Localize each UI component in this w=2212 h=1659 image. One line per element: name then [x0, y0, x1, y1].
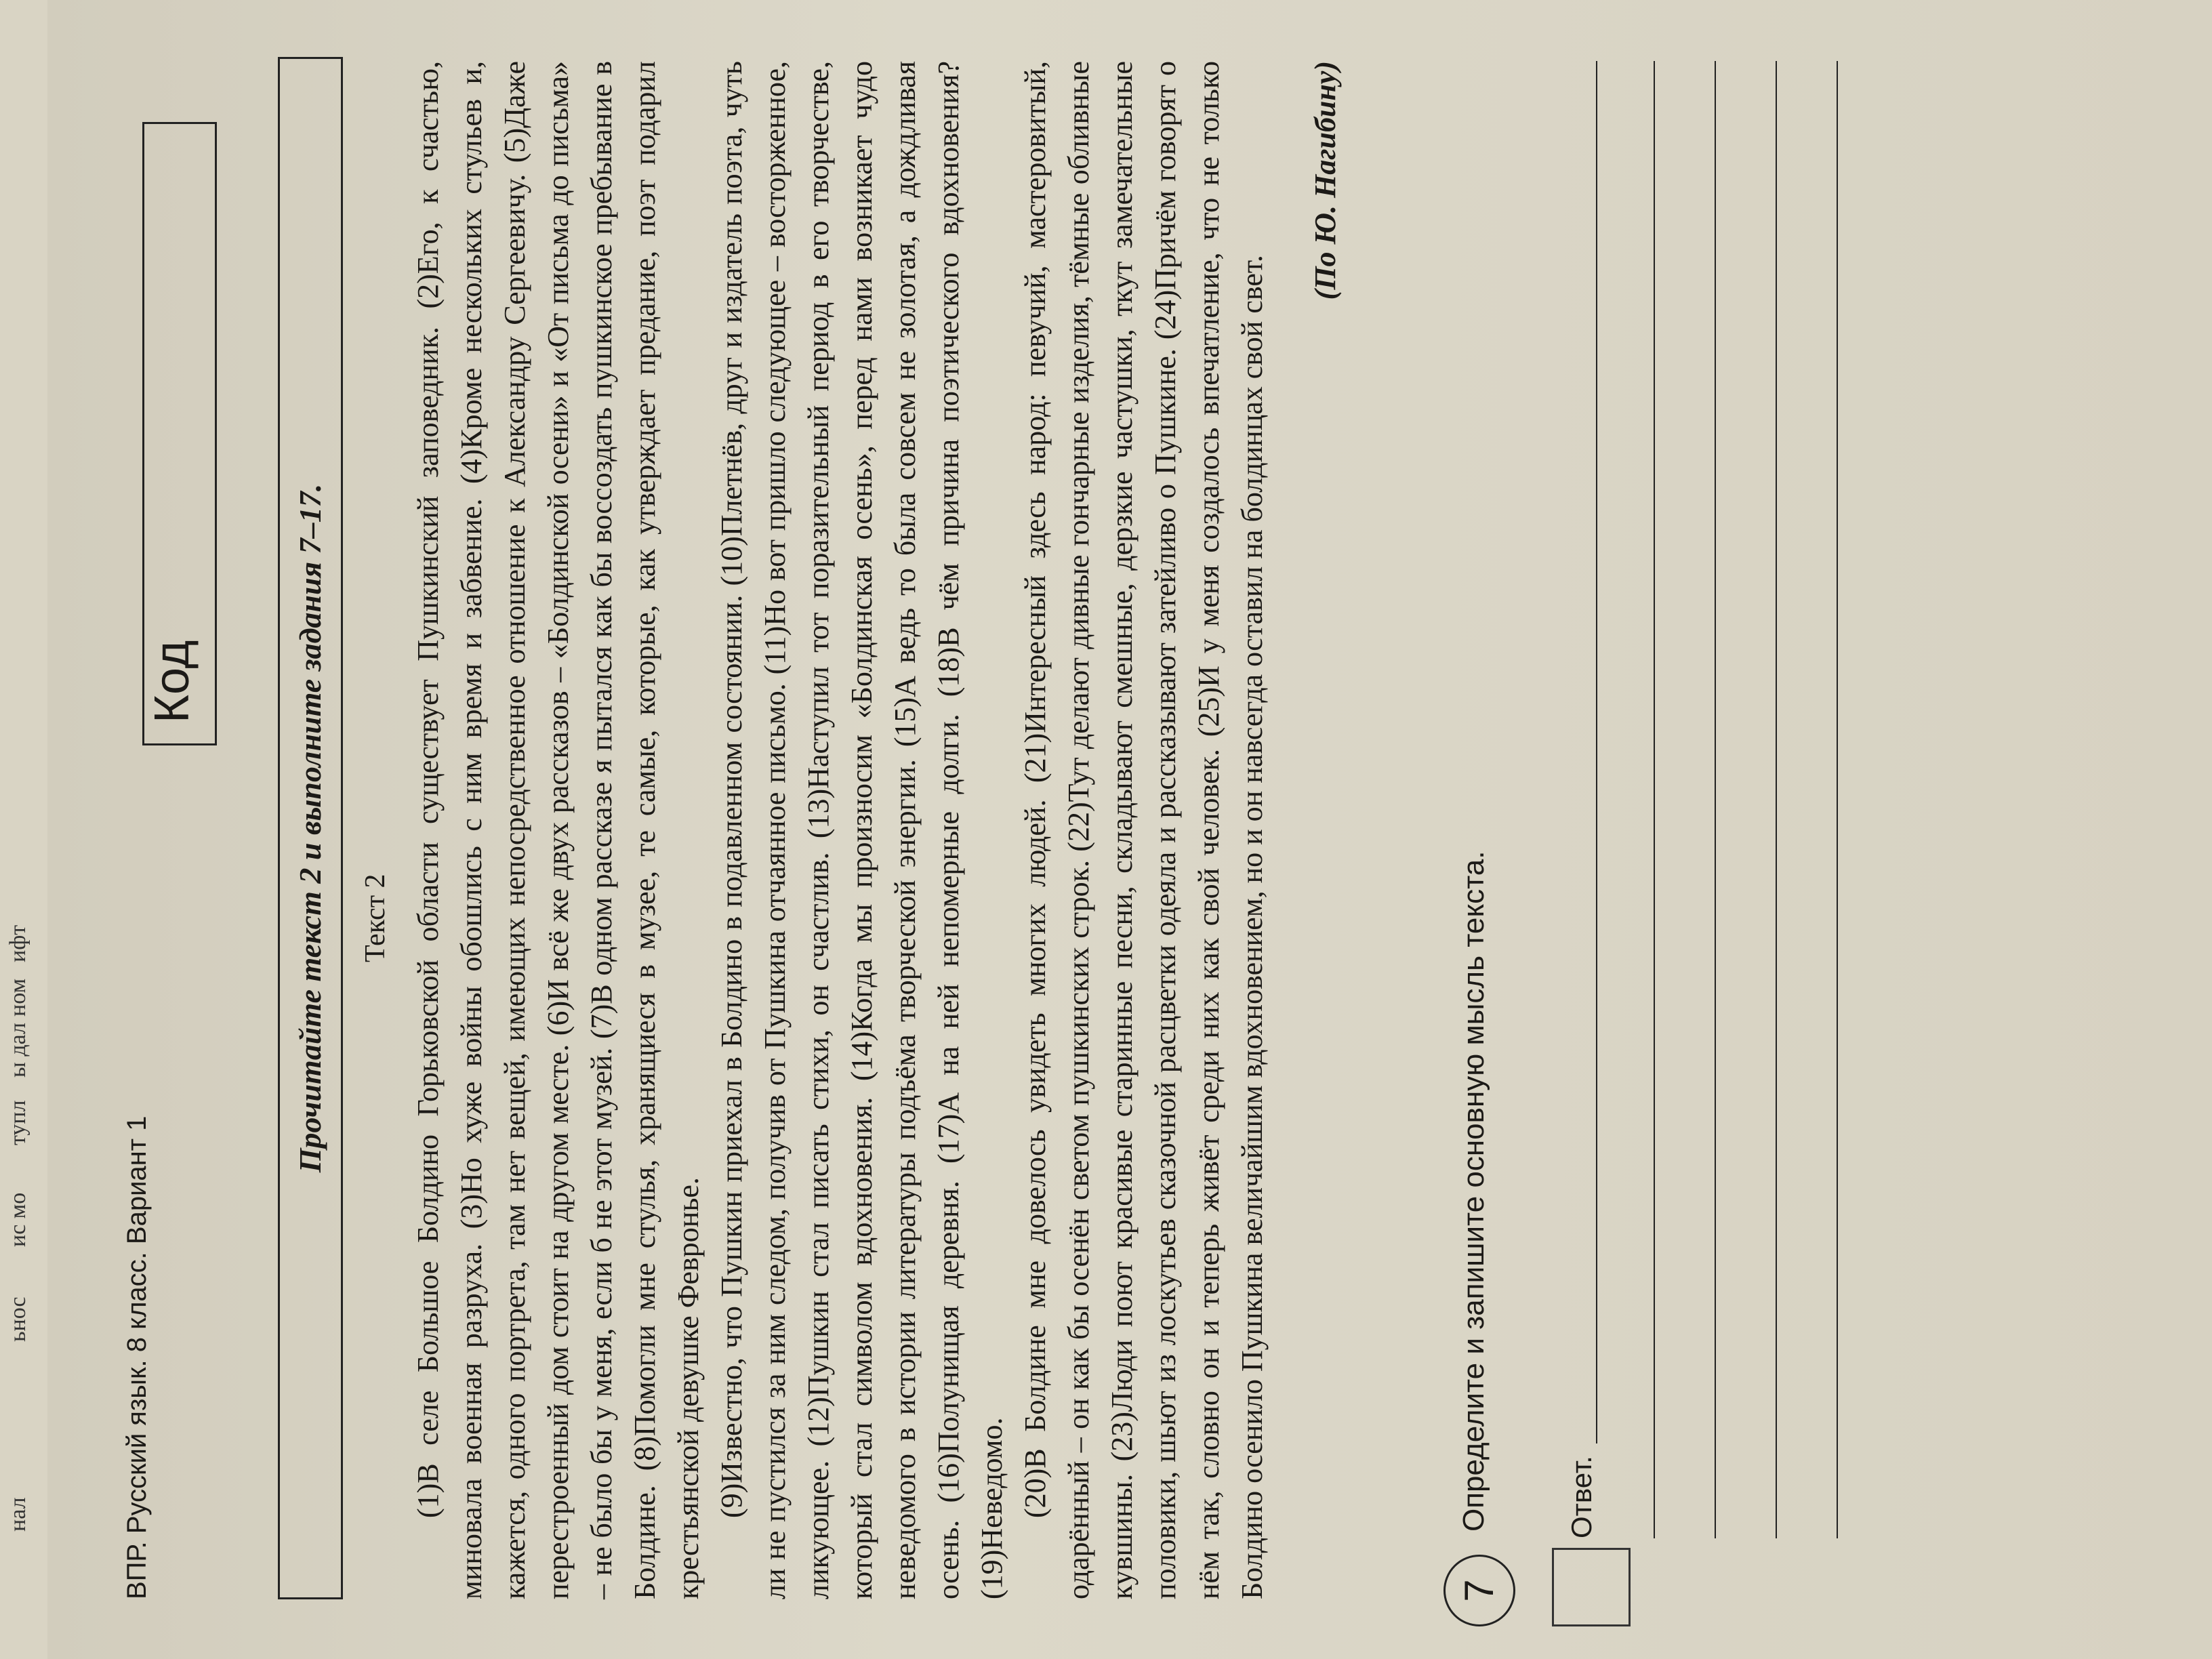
task-7: [1443, 68, 1525, 1626]
code-box: Код: [142, 122, 217, 745]
paragraph: (1)В селе Большое Болдино Горьковской области существует Пушкинский заповедник. (2)Его, к счастью, миновала военная разруха. (3)Но хуже войны обошлись с ним время и забвение. (4)Кроме нескольких стульев и, кажется, одного портрета, там нет вещей, имеющих непосредственное отношение к Александру Сергеевичу. (5)Даже перестроенный дом стоит на другом месте. (6)И всё же двух рассказов – «Болдинской осени» и «От письма до письма» – не было бы у меня, если б не этот музей. (7)В одном рассказе я пытался как бы воссоздать пушкинское пребывание в Болдине. (8)Помогли мне стулья, хранящиеся в музее, те самые, которые, как утверждает предание, поэт подарил крестьянской девушке Февронье.: [411, 61, 705, 1599]
answer-label: Ответ.: [1565, 1456, 1597, 1538]
task-number: 7: [1443, 1555, 1515, 1626]
task-prompt: Определите и запишите основную мысль текста.: [1457, 851, 1490, 1532]
paragraph: (9)Известно, что Пушкин приехал в Болдино в подавленном состоянии. (10)Плетнёв, друг и издатель поэта, чуть ли не пустился за ним следом, получив от Пушкина отчаянное письмо. (11)Но вот пришло следующее – восторженное, ликующее. (12)Пушкин стал писать стихи, он счастлив. (13)Наступил тот поразительный период в его творчестве, который стал символом вдохновения. (14)Когда мы произносим «Болдинская осень», перед нами возникает чудо неведомого в истории литературы подъёма творческой энергии. (15)А ведь то была совсем не золотая, а дождливая осень. (16)Полунищая деревня. (17)А на ней непомерные долги. (18)В чём причина поэтического вдохновения? (19)Неведомо.: [715, 61, 1008, 1599]
answer-line[interactable]: [1654, 61, 1655, 1538]
prev-page-fragment: нал: [5, 1497, 30, 1532]
answer-score-box[interactable]: [1552, 1548, 1631, 1626]
answer-line[interactable]: [1715, 61, 1716, 1538]
answer-line[interactable]: [1837, 61, 1838, 1538]
prev-page-fragment: тупл: [5, 1100, 30, 1145]
answer-line[interactable]: [1596, 61, 1597, 1443]
prev-page-fragment: ы дал: [5, 1023, 30, 1078]
paragraph: (20)В Болдине мне довелось увидеть многих людей. (21)Интересный здесь народ: певучий, мастеровитый, одарённый – он как бы осенён светом пушкинских строк. (22)Тут делают дивные гончарные изделия, тёмные обливные кувшины. (23)Люди поют красивые старинные песни, складывают смешные, дерзкие частушки, ткут замечательные половики, шьют из лоскутьев сказочной расцветки одеяла и рассказывают затейливо о Пушкине. (24)Причём говорят о нём так, словно он и теперь живёт среди них как свой человек. (25)И у меня создалось впечатление, что не только Болдино осенило Пушкина величайшим вдохновением, но и он навсегда оставил на болдинцах свой свет.: [1019, 61, 1269, 1599]
instruction-box: Прочитайте текст 2 и выполните задания 7–17.: [278, 57, 343, 1599]
prev-page-fragment: ис мо: [5, 1192, 30, 1247]
sheet-content: [75, 27, 2175, 1640]
prev-page-fragment: ьнос: [5, 1296, 30, 1342]
answer-line[interactable]: [1776, 61, 1777, 1538]
reading-text: [407, 61, 1274, 1599]
previous-page-edge: [0, 0, 47, 1659]
sheet-header: ВПР. Русский язык. 8 класс. Вариант 1: [122, 1115, 152, 1599]
source-attribution: (По Ю. Нагибину): [1309, 61, 1342, 300]
exam-sheet: [47, 0, 2212, 1659]
text-title: Текст 2: [360, 874, 391, 962]
prev-page-fragment: ифт: [5, 924, 30, 962]
prev-page-fragment: ном: [5, 978, 30, 1017]
